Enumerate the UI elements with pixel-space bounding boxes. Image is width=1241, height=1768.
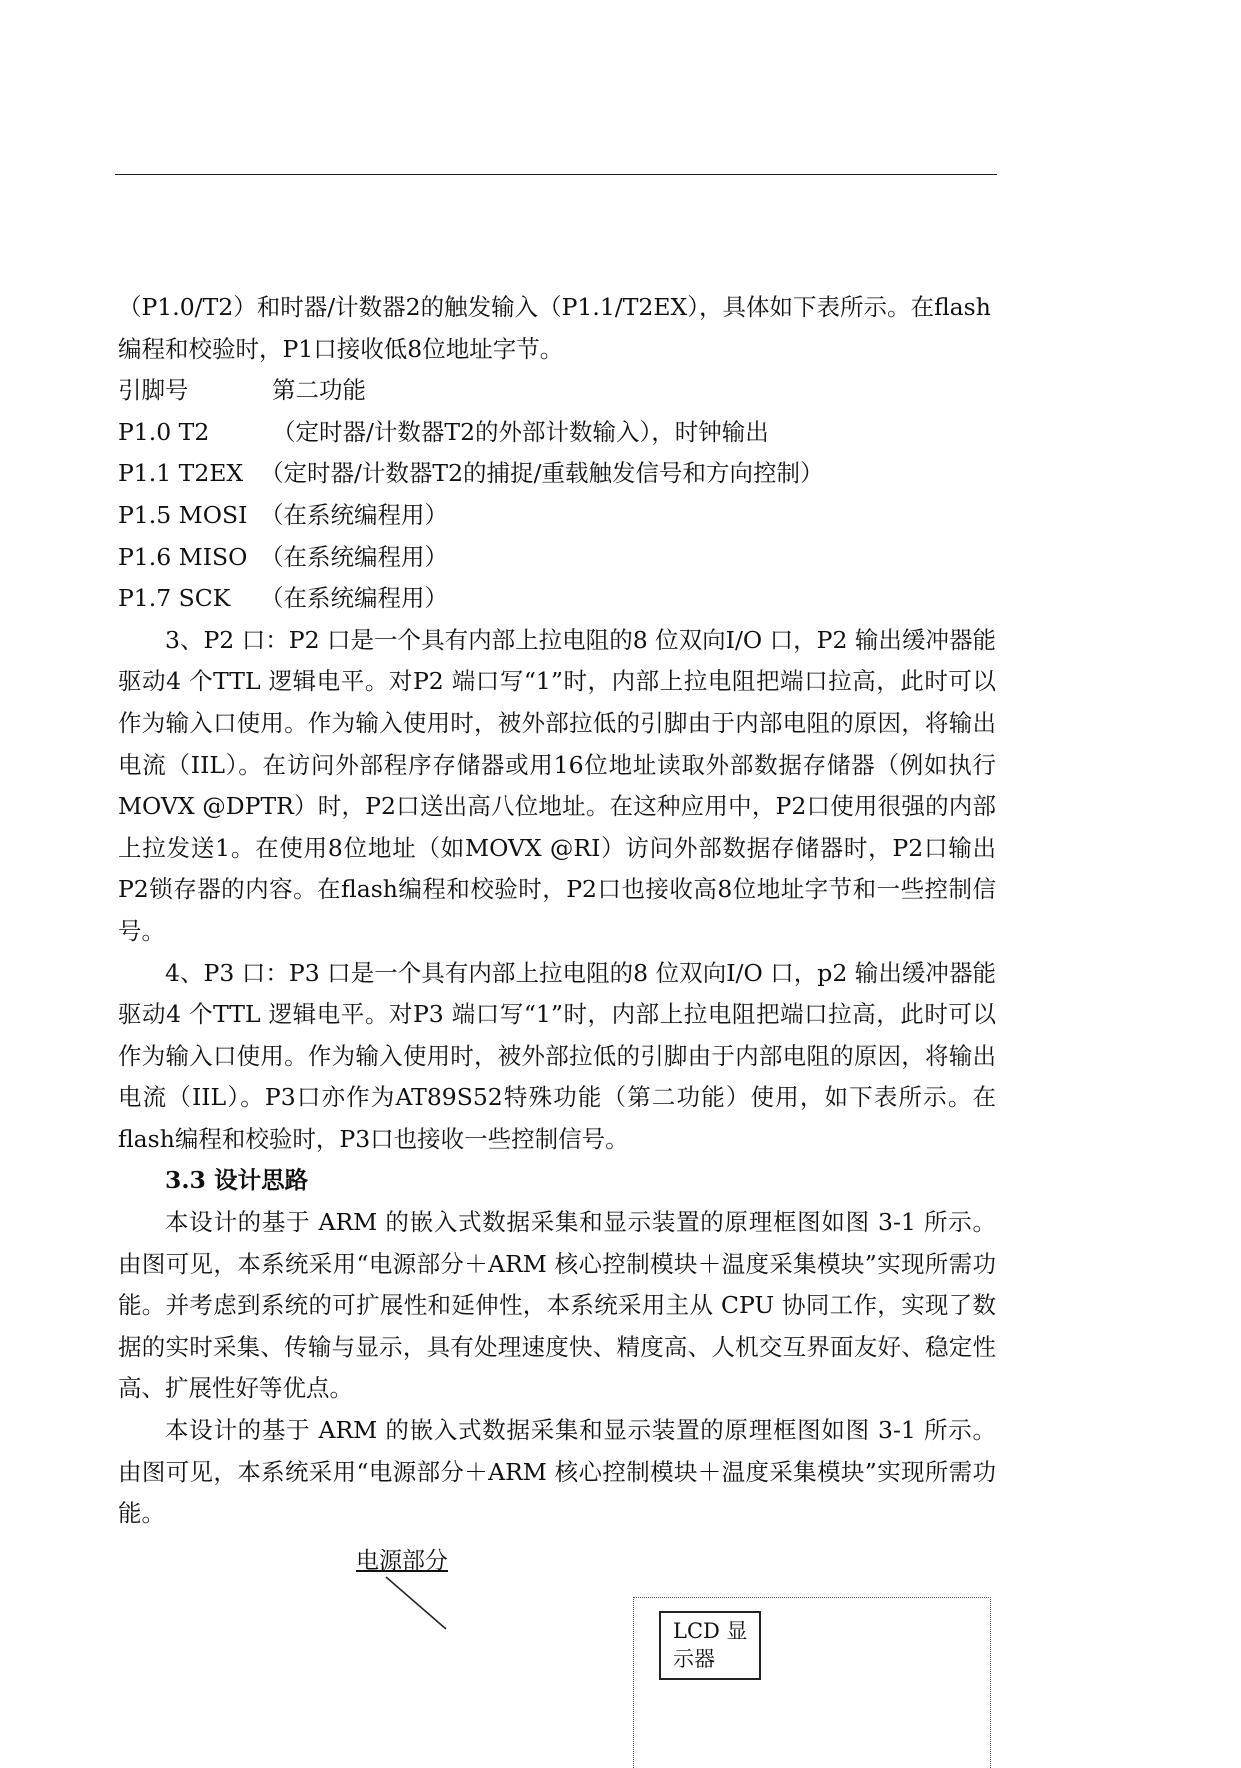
design-paragraph-2: 本设计的基于 ARM 的嵌入式数据采集和显示装置的原理框图如图 3-1 所示。由图可见，本系统采用“电源部分＋ARM 核心控制模块＋温度采集模块”实现所需功能。 <box>118 1416 996 1528</box>
p1-paragraph <box>118 287 996 370</box>
lcd-label-line2: 示器 <box>673 1647 715 1671</box>
pin-row <box>118 453 996 495</box>
power-section-label: 电源部分 <box>356 1548 448 1574</box>
p3-port-paragraph: 4、P3 口：P3 口是一个具有内部上拉电阻的8 位双向I/O 口，p2 输出缓冲器能驱动4 个TTL 逻辑电平。对P3 端口写“1”时，内部上拉电阻把端口拉高，此时可以作为输入口使用。作为输入使用时，被外部拉低的引脚由于内部电阻的原因，将输出电流（IIL）。P3口亦作为AT89S52特殊功能（第二功能）使用，如下表所示。在flash编程和校验时，P3口也接收一些控制信号。 <box>118 958 996 1153</box>
p2-port-paragraph: 3、P2 口：P2 口是一个具有内部上拉电阻的8 位双向I/O 口，P2 输出缓冲器能驱动4 个TTL 逻辑电平。对P2 端口写“1”时，内部上拉电阻把端口拉高，此时可以作为输入口使用。作为输入使用时，被外部拉低的引脚由于内部电阻的原因，将输出电流（IIL）。在访问外部程序存储器或用16位地址读取外部数据存储器（例如执行MOVX @DPTR）时，P2口送出高八位地址。在这种应用中，P2口使用很强的内部上拉发送1。在使用8位地址（如MOVX @RI）访问外部数据存储器时，P2口输出P2锁存器的内容。在flash编程和校验时，P2口也接收高8位地址字节和一些控制信号。 <box>118 625 996 945</box>
func-cell: （定时器/计数器T2的外部计数输入），时钟输出 <box>272 417 769 446</box>
pin-cell: P1.6 MISO <box>118 542 248 571</box>
pin-row <box>118 495 996 537</box>
pin-cell: P1.0 T2 <box>118 417 210 446</box>
pin-cell: P1.7 SCK <box>118 584 231 613</box>
pin-row <box>118 412 996 454</box>
design-paragraph-1: 本设计的基于 ARM 的嵌入式数据采集和显示装置的原理框图如图 3-1 所示。由图可见，本系统采用“电源部分＋ARM 核心控制模块＋温度采集模块”实现所需功能。并考虑到系统的可扩展性和延伸性，本系统采用主从 CPU 协同工作，实现了数据的实时采集、传输与显示，具有处理速度快、精度高、人机交互界面友好、稳定性高、扩展性好等优点。 <box>118 1208 996 1403</box>
func-cell: （在系统编程用） <box>260 500 448 529</box>
pin-row <box>118 578 996 620</box>
pin-row <box>118 537 996 579</box>
pin-header: 引脚号 <box>118 376 189 405</box>
header-rule <box>115 174 997 175</box>
func-header: 第二功能 <box>272 376 366 405</box>
func-cell: （在系统编程用） <box>260 542 448 571</box>
pin-cell: P1.5 MOSI <box>118 500 248 529</box>
pin-cell: P1.1 T2EX <box>118 459 244 488</box>
func-cell: （在系统编程用） <box>260 584 448 613</box>
func-cell: （定时器/计数器T2的捕捉/重载触发信号和方向控制） <box>260 459 824 488</box>
lcd-label-line1: LCD 显 <box>673 1619 748 1643</box>
section-title: 3.3 设计思路 <box>165 1166 309 1195</box>
p1-line2: 编程和校验时，P1口接收低8位地址字节。 <box>118 334 564 363</box>
p1-line1: （P1.0/T2）和时器/计数器2的触发输入（P1.1/T2EX），具体如下表所示。在flash <box>118 293 991 321</box>
pin-table-header <box>118 370 996 412</box>
document-body <box>118 287 996 1535</box>
lcd-display-block <box>659 1611 761 1680</box>
